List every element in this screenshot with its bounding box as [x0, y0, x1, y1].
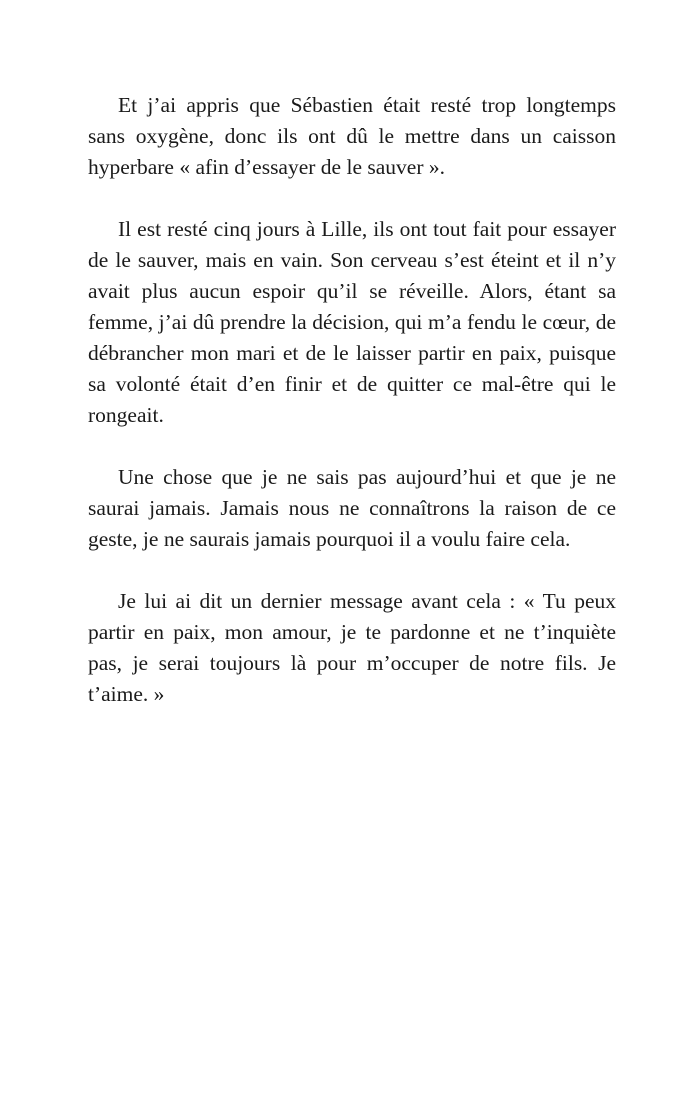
paragraph-4: Je lui ai dit un dernier message avant cela : « Tu peux partir en paix, mon amour, je te pardonne et ne t’inquiète pas, je serai toujours là pour m’occuper de notre fils. Je t’aime. »: [88, 589, 616, 706]
paragraph-1: Et j’ai appris que Sébastien était resté trop longtemps sans oxygène, donc ils ont dû le mettre dans un caisson hyperbare « afin d’essayer de le sauver ».: [88, 93, 616, 179]
paragraph-3: Une chose que je ne sais pas aujourd’hui et que je ne saurai jamais. Jamais nous ne connaîtrons la raison de ce geste, je ne saurais jamais pourquoi il a voulu faire cela.: [88, 465, 616, 551]
page-body: [88, 90, 616, 710]
paragraph-2: Il est resté cinq jours à Lille, ils ont tout fait pour essayer de le sauver, mais en vain. Son cerveau s’est éteint et il n’y avait plus aucun espoir qu’il se réveille. Alors, étant sa femme, j’ai dû prendre la décision, qui m’a fendu le cœur, de débrancher mon mari et de le laisser partir en paix, puisque sa volonté était d’en finir et de quitter ce mal-être qui le rongeait.: [88, 217, 616, 427]
